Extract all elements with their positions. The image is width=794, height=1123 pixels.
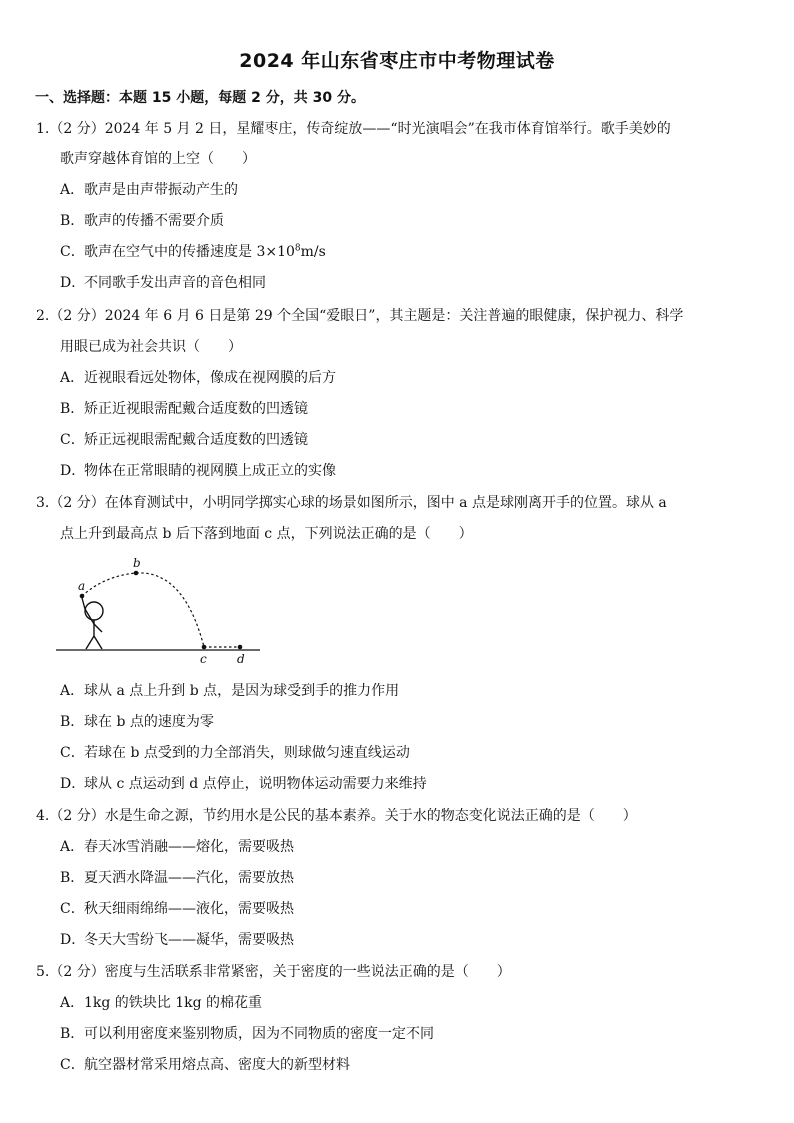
label-c: c bbox=[200, 652, 207, 666]
question-4-option-a[interactable] bbox=[60, 836, 294, 856]
option-letter: C． bbox=[60, 745, 85, 761]
point-b bbox=[134, 571, 139, 576]
question-4-option-c[interactable] bbox=[60, 898, 294, 918]
option-letter: C． bbox=[60, 432, 85, 448]
question-5-option-a[interactable] bbox=[60, 992, 262, 1012]
option-letter: A． bbox=[60, 839, 85, 855]
exam-title: 2024 年山东省枣庄市中考物理试卷 bbox=[239, 50, 555, 72]
question-5-option-c[interactable] bbox=[60, 1054, 350, 1074]
point-d bbox=[238, 645, 243, 650]
question-1-option-b[interactable] bbox=[60, 210, 224, 230]
option-letter: C． bbox=[60, 901, 85, 917]
question-2-option-c[interactable] bbox=[60, 429, 308, 449]
option-text: 春天冰雪消融——熔化，需要吸热 bbox=[84, 839, 294, 855]
question-5-option-b[interactable] bbox=[60, 1023, 434, 1043]
question-5-line-1: 5.（2 分）密度与生活联系非常紧密，关于密度的一些说法正确的是（ ） bbox=[36, 964, 511, 980]
question-1-line-2: 歌声穿越体育馆的上空（ ） bbox=[60, 151, 256, 167]
option-letter: B． bbox=[60, 714, 85, 730]
question-2-option-a[interactable] bbox=[60, 367, 336, 387]
option-letter: A． bbox=[60, 683, 85, 699]
person-head bbox=[85, 602, 103, 620]
option-text: 近视眼看远处物体，像成在视网膜的后方 bbox=[84, 370, 336, 386]
option-letter: C． bbox=[60, 1057, 85, 1073]
option-text: 1kg 的铁块比 1kg 的棉花重 bbox=[84, 995, 263, 1011]
option-letter: B． bbox=[60, 1026, 85, 1042]
option-text: 歌声在空气中的传播速度是 3×10 bbox=[84, 244, 295, 260]
option-unit: m/s bbox=[300, 244, 326, 260]
question-2-line-2: 用眼已成为社会共识（ ） bbox=[60, 339, 242, 355]
label-b: b bbox=[133, 556, 141, 570]
question-3-option-d[interactable] bbox=[60, 773, 427, 793]
option-text: 秋天细雨绵绵——液化，需要吸热 bbox=[84, 901, 294, 917]
option-letter: A． bbox=[60, 182, 85, 198]
option-letter: D． bbox=[60, 932, 86, 948]
question-3-option-c[interactable] bbox=[60, 742, 410, 762]
option-text: 球从 c 点运动到 d 点停止，说明物体运动需要力来维持 bbox=[84, 776, 427, 792]
option-text: 球从 a 点上升到 b 点，是因为球受到手的推力作用 bbox=[84, 683, 400, 699]
person-left-leg bbox=[86, 636, 94, 649]
option-text: 矫正远视眼需配戴合适度数的凹透镜 bbox=[84, 432, 308, 448]
question-4-option-b[interactable] bbox=[60, 867, 294, 887]
option-text: 若球在 b 点受到的力全部消失，则球做匀速直线运动 bbox=[84, 745, 410, 761]
question-2-option-b[interactable] bbox=[60, 398, 308, 418]
person-forearm bbox=[82, 598, 85, 609]
question-2-line-1: 2.（2 分）2024 年 6 月 6 日是第 29 个全国“爱眼日”，其主题是：关注普遍的眼健康，保护视力、科学 bbox=[36, 308, 684, 324]
option-letter: B． bbox=[60, 401, 85, 417]
option-letter: B． bbox=[60, 213, 85, 229]
option-text: 歌声的传播不需要介质 bbox=[84, 213, 224, 229]
option-text: 航空器材常采用熔点高、密度大的新型材料 bbox=[84, 1057, 350, 1073]
option-text: 歌声是由声带振动产生的 bbox=[84, 182, 238, 198]
question-1-option-c[interactable] bbox=[60, 241, 326, 261]
question-1-line-1: 1.（2 分）2024 年 5 月 2 日，星耀枣庄，传奇绽放——“时光演唱会”在我市体育馆举行。歌手美妙的 bbox=[36, 121, 671, 137]
question-3-line-1: 3.（2 分）在体育测试中，小明同学掷实心球的场景如图所示，图中 a 点是球刚离开手的位置。球从 a bbox=[36, 495, 667, 511]
ball-trajectory bbox=[82, 573, 204, 647]
question-3-option-b[interactable] bbox=[60, 711, 214, 731]
option-text: 物体在正常眼睛的视网膜上成正立的实像 bbox=[84, 463, 336, 479]
person-right-leg bbox=[94, 636, 102, 649]
question-1-option-d[interactable] bbox=[60, 272, 266, 292]
question-2-option-d[interactable] bbox=[60, 460, 336, 480]
shot-put-figure bbox=[52, 554, 272, 668]
option-text: 可以利用密度来鉴别物质，因为不同物质的密度一定不同 bbox=[84, 1026, 434, 1042]
question-1-option-a[interactable] bbox=[60, 179, 238, 199]
option-letter: B． bbox=[60, 870, 85, 886]
question-4-option-d[interactable] bbox=[60, 929, 294, 949]
question-3-line-2: 点上升到最高点 b 后下落到地面 c 点，下列说法正确的是（ ） bbox=[60, 526, 473, 542]
option-superscript: 8 bbox=[294, 243, 301, 254]
question-3-option-a[interactable] bbox=[60, 680, 399, 700]
option-text: 冬天大雪纷飞——凝华，需要吸热 bbox=[84, 932, 294, 948]
question-4-line-1: 4.（2 分）水是生命之源，节约用水是公民的基本素养。关于水的物态变化说法正确的是（ ） bbox=[36, 808, 637, 824]
label-a: a bbox=[78, 579, 86, 593]
option-letter: C． bbox=[60, 244, 85, 260]
option-text: 不同歌手发出声音的音色相同 bbox=[84, 275, 266, 291]
option-letter: D． bbox=[60, 275, 86, 291]
option-text: 矫正近视眼需配戴合适度数的凹透镜 bbox=[84, 401, 308, 417]
option-letter: D． bbox=[60, 776, 86, 792]
point-a bbox=[80, 594, 85, 599]
option-letter: D． bbox=[60, 463, 86, 479]
option-text: 球在 b 点的速度为零 bbox=[84, 714, 214, 730]
label-d: d bbox=[237, 652, 245, 666]
person-other-arm bbox=[94, 624, 102, 632]
option-text: 夏天洒水降温——汽化，需要放热 bbox=[84, 870, 294, 886]
option-letter: A． bbox=[60, 995, 85, 1011]
section-heading: 一、选择题：本题 15 小题，每题 2 分，共 30 分。 bbox=[35, 90, 365, 106]
option-letter: A． bbox=[60, 370, 85, 386]
point-c bbox=[202, 645, 207, 650]
